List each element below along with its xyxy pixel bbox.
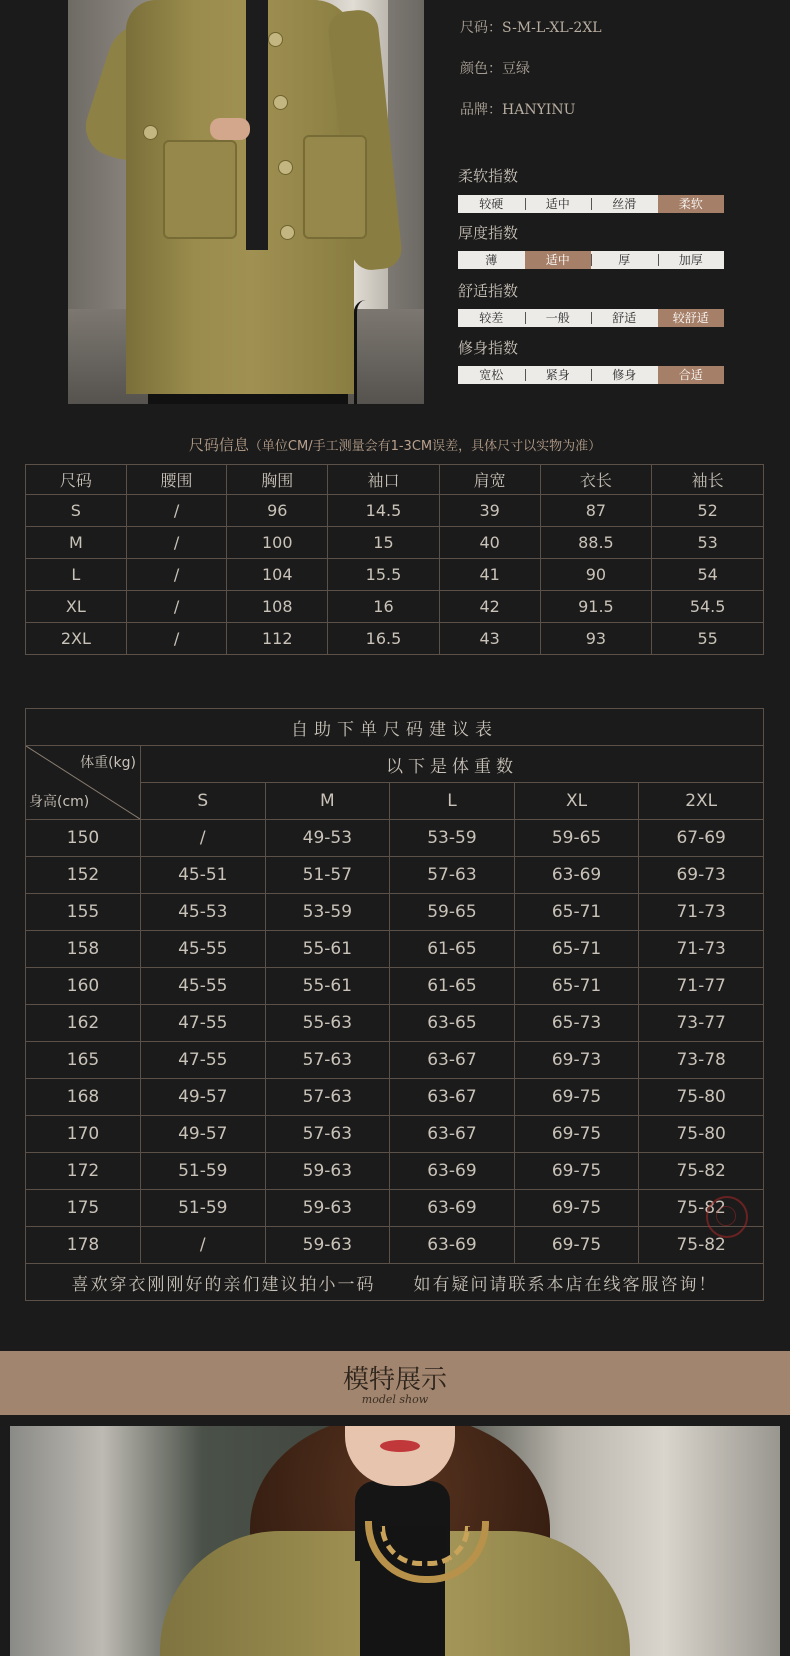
table-cell: 90	[540, 559, 652, 591]
column-header: 衣长	[540, 465, 652, 495]
model-show-banner	[0, 1351, 790, 1415]
table-cell: 15.5	[328, 559, 440, 591]
table-cell: XL	[26, 591, 127, 623]
index-option-selected: 柔软	[658, 195, 725, 213]
table-cell: 53	[652, 527, 764, 559]
table-cell: 39	[439, 495, 540, 527]
weight-range-cell: 73-78	[639, 1042, 764, 1079]
seal-stamp	[706, 1196, 748, 1238]
weight-range-cell: 45-55	[141, 968, 266, 1005]
table-cell: 15	[328, 527, 440, 559]
table-cell: /	[126, 495, 227, 527]
weight-range-cell: 59-63	[265, 1227, 390, 1264]
product-photo-top	[68, 0, 424, 404]
weight-range-cell: 59-65	[390, 894, 515, 931]
weight-range-cell: 65-71	[514, 968, 639, 1005]
table-row	[26, 1079, 764, 1116]
comfort-index-title: 舒适指数	[458, 282, 519, 300]
weight-range-cell: 63-69	[390, 1153, 515, 1190]
weight-range-cell: 57-63	[265, 1079, 390, 1116]
table-cell: /	[126, 591, 227, 623]
table-row	[26, 820, 764, 857]
index-option: 较差	[479, 311, 504, 325]
size-header: S	[141, 783, 266, 820]
weight-range-cell: 69-75	[514, 1153, 639, 1190]
weight-range-cell: 53-59	[390, 820, 515, 857]
table-cell: 54.5	[652, 591, 764, 623]
weight-range-cell: 59-63	[265, 1153, 390, 1190]
table-row	[26, 968, 764, 1005]
index-option: 一般	[525, 309, 592, 327]
weight-range-cell: 63-69	[390, 1190, 515, 1227]
weight-range-cell: 75-80	[639, 1079, 764, 1116]
weight-range-cell: 57-63	[265, 1116, 390, 1153]
corner-weight-label: 体重(kg)	[80, 755, 136, 771]
attr-size: 尺码：S-M-L-XL-2XL	[460, 20, 602, 36]
weight-range-cell: 63-67	[390, 1116, 515, 1153]
height-cell: 158	[26, 931, 141, 968]
weight-range-cell: 45-51	[141, 857, 266, 894]
index-option: 宽松	[479, 368, 504, 382]
table-cell: 41	[439, 559, 540, 591]
table-header-row	[26, 465, 764, 495]
table-cell: 40	[439, 527, 540, 559]
weight-range-cell: 65-71	[514, 894, 639, 931]
weight-range-cell: 69-73	[514, 1042, 639, 1079]
table-row	[26, 1153, 764, 1190]
weight-range-cell: 49-57	[141, 1116, 266, 1153]
recommendation-footer: 喜欢穿衣刚刚好的亲们建议拍小一码 如有疑问请联系本店在线客服咨询！	[26, 1264, 764, 1301]
thickness-index-title: 厚度指数	[458, 224, 519, 242]
index-option: 丝滑	[591, 195, 658, 213]
index-option: 舒适	[591, 309, 658, 327]
weight-range-cell: 55-61	[265, 931, 390, 968]
weight-range-cell: 65-71	[514, 931, 639, 968]
table-cell: 100	[227, 527, 328, 559]
table-row	[26, 623, 764, 655]
weight-range-cell: 45-53	[141, 894, 266, 931]
table-cell: 16	[328, 591, 440, 623]
weight-range-cell: 61-65	[390, 931, 515, 968]
column-header: 袖口	[328, 465, 440, 495]
weight-range-cell: 59-63	[265, 1190, 390, 1227]
weight-range-cell: 51-57	[265, 857, 390, 894]
weight-range-cell: 75-82	[639, 1190, 764, 1227]
weight-range-cell: 63-65	[390, 1005, 515, 1042]
weight-range-cell: 57-63	[265, 1042, 390, 1079]
weight-range-cell: 65-73	[514, 1005, 639, 1042]
table-cell: 88.5	[540, 527, 652, 559]
weight-range-cell: /	[141, 1227, 266, 1264]
weight-range-cell: 73-77	[639, 1005, 764, 1042]
table-cell: 52	[652, 495, 764, 527]
column-header: 腰围	[126, 465, 227, 495]
weight-range-cell: 75-82	[639, 1227, 764, 1264]
size-info-note: （单位CM/手工测量会有1-3CM误差，具体尺寸以实物为准）	[248, 439, 602, 454]
index-option: 薄	[485, 253, 498, 267]
column-header: 袖长	[652, 465, 764, 495]
weight-range-cell: 51-59	[141, 1190, 266, 1227]
column-header: 肩宽	[439, 465, 540, 495]
weight-range-cell: 75-80	[639, 1116, 764, 1153]
size-info-title: 尺码信息	[188, 436, 249, 454]
height-cell: 152	[26, 857, 141, 894]
table-cell: 96	[227, 495, 328, 527]
height-cell: 178	[26, 1227, 141, 1264]
size-info-table	[25, 464, 764, 655]
table-row	[26, 1005, 764, 1042]
size-header: M	[265, 783, 390, 820]
table-row	[26, 857, 764, 894]
table-row	[26, 559, 764, 591]
table-cell: 112	[227, 623, 328, 655]
weight-range-cell: 49-53	[265, 820, 390, 857]
recommendation-subtitle: 以下是体重数	[141, 746, 764, 783]
table-cell: M	[26, 527, 127, 559]
weight-range-cell: 69-75	[514, 1227, 639, 1264]
weight-range-cell: 59-65	[514, 820, 639, 857]
index-option: 较硬	[479, 197, 504, 211]
table-cell: S	[26, 495, 127, 527]
table-cell: 16.5	[328, 623, 440, 655]
table-cell: 108	[227, 591, 328, 623]
weight-range-cell: 63-69	[390, 1227, 515, 1264]
weight-range-cell: 63-67	[390, 1079, 515, 1116]
attr-color: 颜色：豆绿	[460, 61, 530, 77]
weight-range-cell: 57-63	[390, 857, 515, 894]
weight-range-cell: /	[141, 820, 266, 857]
table-row	[26, 894, 764, 931]
table-row	[26, 1042, 764, 1079]
fit-index-title: 修身指数	[458, 339, 519, 357]
size-recommendation-table	[25, 708, 764, 1301]
height-cell: 172	[26, 1153, 141, 1190]
index-option: 加厚	[658, 251, 725, 269]
table-cell: 55	[652, 623, 764, 655]
index-option: 厚	[591, 251, 658, 269]
weight-range-cell: 61-65	[390, 968, 515, 1005]
table-cell: 43	[439, 623, 540, 655]
table-cell: 93	[540, 623, 652, 655]
weight-range-cell: 69-73	[639, 857, 764, 894]
table-row	[26, 527, 764, 559]
table-row	[26, 495, 764, 527]
weight-range-cell: 71-73	[639, 894, 764, 931]
index-option: 紧身	[525, 366, 592, 384]
size-header: 2XL	[639, 783, 764, 820]
table-cell: 54	[652, 559, 764, 591]
height-cell: 170	[26, 1116, 141, 1153]
table-cell: 104	[227, 559, 328, 591]
attr-brand: 品牌：HANYINU	[460, 102, 576, 118]
table-subtitle-row	[26, 746, 764, 783]
table-row	[26, 1116, 764, 1153]
fit-index-bar	[458, 366, 724, 384]
table-footer-row	[26, 1264, 764, 1301]
size-info-heading	[0, 434, 790, 455]
weight-range-cell: 75-82	[639, 1153, 764, 1190]
corner-height-label: 身高(cm)	[29, 794, 90, 810]
height-cell: 150	[26, 820, 141, 857]
weight-range-cell: 69-75	[514, 1079, 639, 1116]
recommendation-title: 自助下单尺码建议表	[26, 709, 764, 746]
weight-range-cell: 45-55	[141, 931, 266, 968]
weight-range-cell: 55-63	[265, 1005, 390, 1042]
weight-range-cell: 55-61	[265, 968, 390, 1005]
table-cell: 87	[540, 495, 652, 527]
corner-cell	[26, 746, 141, 820]
size-header: XL	[514, 783, 639, 820]
table-row	[26, 1190, 764, 1227]
table-cell: 42	[439, 591, 540, 623]
comfort-index-bar	[458, 309, 724, 327]
weight-range-cell: 63-69	[514, 857, 639, 894]
table-title-row	[26, 709, 764, 746]
table-cell: 91.5	[540, 591, 652, 623]
size-header: L	[390, 783, 515, 820]
height-cell: 168	[26, 1079, 141, 1116]
table-cell: L	[26, 559, 127, 591]
weight-range-cell: 51-59	[141, 1153, 266, 1190]
weight-range-cell: 71-73	[639, 931, 764, 968]
weight-range-cell: 53-59	[265, 894, 390, 931]
column-header: 胸围	[227, 465, 328, 495]
table-row	[26, 1227, 764, 1264]
table-cell: 14.5	[328, 495, 440, 527]
weight-range-cell: 63-67	[390, 1042, 515, 1079]
weight-range-cell: 67-69	[639, 820, 764, 857]
model-show-title: 模特展示	[342, 1365, 447, 1395]
height-cell: 155	[26, 894, 141, 931]
weight-range-cell: 69-75	[514, 1190, 639, 1227]
table-cell: /	[126, 623, 227, 655]
weight-range-cell: 47-55	[141, 1042, 266, 1079]
model-show-subtitle: model show	[361, 1393, 429, 1406]
table-row	[26, 931, 764, 968]
table-cell: /	[126, 559, 227, 591]
table-cell: /	[126, 527, 227, 559]
table-row	[26, 591, 764, 623]
weight-range-cell: 71-77	[639, 968, 764, 1005]
height-cell: 165	[26, 1042, 141, 1079]
table-cell: 2XL	[26, 623, 127, 655]
softness-index-title: 柔软指数	[458, 167, 519, 185]
weight-range-cell: 69-75	[514, 1116, 639, 1153]
height-cell: 175	[26, 1190, 141, 1227]
column-header: 尺码	[26, 465, 127, 495]
index-option: 修身	[591, 366, 658, 384]
weight-range-cell: 49-57	[141, 1079, 266, 1116]
index-option-selected: 合适	[658, 366, 725, 384]
model-photo	[10, 1426, 780, 1656]
weight-range-cell: 47-55	[141, 1005, 266, 1042]
index-option-selected: 较舒适	[658, 309, 725, 327]
softness-index-bar	[458, 195, 724, 213]
index-option: 适中	[525, 195, 592, 213]
height-cell: 162	[26, 1005, 141, 1042]
thickness-index-bar	[458, 251, 724, 269]
height-cell: 160	[26, 968, 141, 1005]
index-option-selected: 适中	[525, 251, 592, 269]
